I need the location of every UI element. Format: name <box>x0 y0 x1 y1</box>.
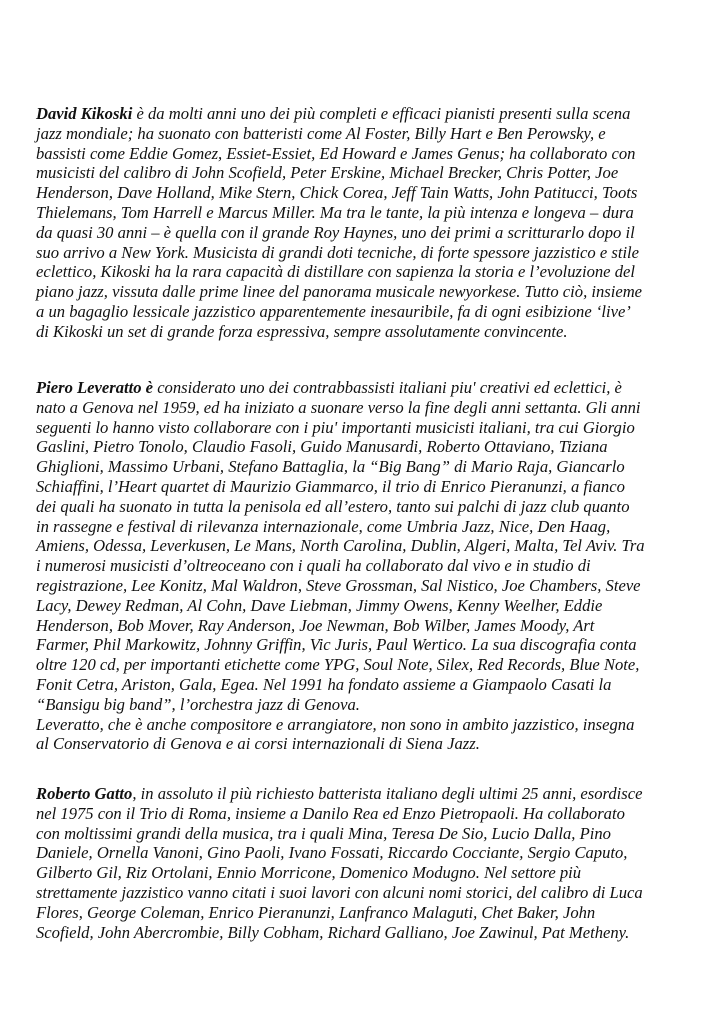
line-text: “Bansigu big band”, l’orchestra jazz di Genova. <box>36 694 360 714</box>
person-name: Piero Leveratto è <box>36 378 154 397</box>
line-text: nel 1975 con il Trio di Roma, insieme a Danilo Rea ed Enzo Pietropaoli. Ha collaborato <box>36 803 625 823</box>
line-text: Gilberto Gil, Riz Ortolani, Ennio Morricone, Domenico Modugno. Nel settore più <box>36 863 582 883</box>
line-text: Gaslini, Pietro Tonolo, Claudio Fasoli, Guido Manusardi, Roberto Ottaviano, Tiziana <box>36 437 608 457</box>
text-line <box>36 203 688 223</box>
line-text: suo arrivo a New York. Musicista di grandi doti tecniche, di forte spessore jazzistico e stile <box>36 242 640 262</box>
line-text: Amiens, Odessa, Leverkusen, Le Mans, North Carolina, Dublin, Algeri, Malta, Tel Aviv. Tra <box>36 536 645 556</box>
line-text: considerato uno dei contrabbassisti italiani piu' creativi ed eclettici, è <box>153 378 622 397</box>
text-line <box>36 556 688 576</box>
text-line <box>36 124 688 144</box>
text-line <box>36 883 688 903</box>
text-line <box>36 576 688 596</box>
text-line <box>36 398 688 418</box>
line-text: registrazione, Lee Konitz, Mal Waldron, Steve Grossman, Sal Nistico, Joe Chambers, Steve <box>36 575 641 595</box>
paragraph-piero-leveratto <box>36 378 688 754</box>
line-text: Schiaffini, l’Heart quartet di Maurizio Giammarco, il trio di Enrico Pieranunzi, a fianco <box>36 476 625 496</box>
line-text: Flores, George Coleman, Enrico Pieranunzi, Lanfranco Malaguti, Chet Baker, John <box>36 902 596 922</box>
line-text: Farmer, Phil Markowitz, Johnny Griffin, Vic Juris, Paul Wertico. La sua discografia conta <box>36 635 637 655</box>
text-line <box>36 497 688 517</box>
text-line <box>36 824 688 844</box>
line-text: Scofield, John Abercrombie, Billy Cobham, Richard Galliano, Joe Zawinul, Pat Metheny. <box>36 922 630 942</box>
line-text: Henderson, Bob Mover, Ray Anderson, Joe Newman, Bob Wilber, James Moody, Art <box>36 615 595 635</box>
text-line <box>36 734 688 754</box>
text-line <box>36 418 688 438</box>
text-line <box>36 183 688 203</box>
text-line <box>36 223 688 243</box>
line-text: , in assoluto il più richiesto batterista italiano degli ultimi 25 anni, esordisce <box>132 784 643 803</box>
line-text: Thielemans, Tom Harrell e Marcus Miller. Ma tra le tante, la più intenza e longeva – dura <box>36 202 634 222</box>
line-text: Ghiglioni, Massimo Urbani, Stefano Battaglia, la “Big Bang” di Mario Raja, Giancarlo <box>36 457 625 477</box>
text-line <box>36 804 688 824</box>
line-text: di Kikoski un set di grande forza espressiva, sempre assolutamente convincente. <box>36 321 568 341</box>
text-line <box>36 784 688 804</box>
text-line <box>36 302 688 322</box>
line-text: con moltissimi grandi della musica, tra i quali Mina, Teresa De Sio, Lucio Dalla, Pino <box>36 823 611 843</box>
text-line <box>36 715 688 735</box>
line-text: eclettico, Kikoski ha la rara capacità di distillare con sapienza la storia e l’evoluzione del <box>36 262 635 282</box>
text-line <box>36 477 688 497</box>
line-text: strettamente jazzistico vanno citati i suoi lavori con alcuni nomi storici, del calibro di Luca <box>36 882 643 902</box>
text-line <box>36 843 688 863</box>
paragraph-david-kikoski <box>36 104 688 342</box>
text-line <box>36 655 688 675</box>
text-line <box>36 903 688 923</box>
paragraph-roberto-gatto <box>36 784 688 942</box>
line-text: oltre 120 cd, per importanti etichette come YPG, Soul Note, Silex, Red Records, Blue Note, <box>36 655 640 675</box>
text-line <box>36 457 688 477</box>
line-text: musicisti del calibro di John Scofield, Peter Erskine, Michael Brecker, Chris Potter, Joe <box>36 163 619 183</box>
line-text: i numerosi musicisti d’oltreoceano con i quali ha collaborato dal vivo e in studio di <box>36 556 591 576</box>
line-text: Leveratto, che è anche compositore e arrangiatore, non sono in ambito jazzistico, insegna <box>36 714 635 734</box>
line-text: da quasi 30 anni – è quella con il grande Roy Haynes, uno dei primi a scritturarlo dopo il <box>36 222 635 242</box>
line-text: bassisti come Eddie Gomez, Essiet-Essiet, Ed Howard e James Genus; ha collaborato con <box>36 143 636 163</box>
line-text: jazz mondiale; ha suonato con batteristi come Al Foster, Billy Hart e Ben Perowsky, e <box>36 123 606 143</box>
text-line <box>36 517 688 537</box>
text-line <box>36 675 688 695</box>
line-text: al Conservatorio di Genova e ai corsi internazionali di Siena Jazz. <box>36 734 480 754</box>
text-line <box>36 923 688 943</box>
line-text: Henderson, Dave Holland, Mike Stern, Chick Corea, Jeff Tain Watts, John Patitucci, Toots <box>36 183 638 203</box>
text-line <box>36 282 688 302</box>
line-text: a un bagaglio lessicale jazzistico apparentemente inesauribile, fa di ogni esibizione ‘live’ <box>36 301 631 321</box>
text-line <box>36 262 688 282</box>
line-text: piano jazz, vissuta dalle prime linee del panorama musicale newyorkese. Tutto ciò, insieme <box>36 282 643 302</box>
text-line <box>36 144 688 164</box>
text-line <box>36 695 688 715</box>
text-line <box>36 243 688 263</box>
line-text: nato a Genova nel 1959, ed ha iniziato a suonare verso la fine degli anni settanta. Gli anni <box>36 397 641 417</box>
line-text: seguenti lo hanno visto collaborare con i piu' importanti musicisti italiani, tra cui Giorgio <box>36 417 635 437</box>
text-line <box>36 616 688 636</box>
line-text: Daniele, Ornella Vanoni, Gino Paoli, Ivano Fossati, Riccardo Cocciante, Sergio Caputo, <box>36 843 628 863</box>
text-line <box>36 378 688 398</box>
text-line <box>36 163 688 183</box>
line-text: Fonit Cetra, Ariston, Gala, Egea. Nel 1991 ha fondato assieme a Giampaolo Casati la <box>36 674 612 694</box>
line-text: Lacy, Dewey Redman, Al Cohn, Dave Liebman, Jimmy Owens, Kenny Weelher, Eddie <box>36 595 603 615</box>
person-name: Roberto Gatto <box>36 784 133 803</box>
person-name: David Kikoski <box>36 104 133 123</box>
line-text: dei quali ha suonato in tutta la penisola ed all’estero, tanto sui palchi di jazz club quanto <box>36 496 630 516</box>
text-line <box>36 863 688 883</box>
text-line <box>36 322 688 342</box>
line-text: in rassegne e festival di rilevanza internazionale, come Umbria Jazz, Nice, Den Haag, <box>36 516 611 536</box>
line-text: è da molti anni uno dei più completi e efficaci pianisti presenti sulla scena <box>132 104 631 123</box>
text-line <box>36 635 688 655</box>
text-line <box>36 596 688 616</box>
text-line <box>36 437 688 457</box>
text-line <box>36 536 688 556</box>
text-line <box>36 104 688 124</box>
